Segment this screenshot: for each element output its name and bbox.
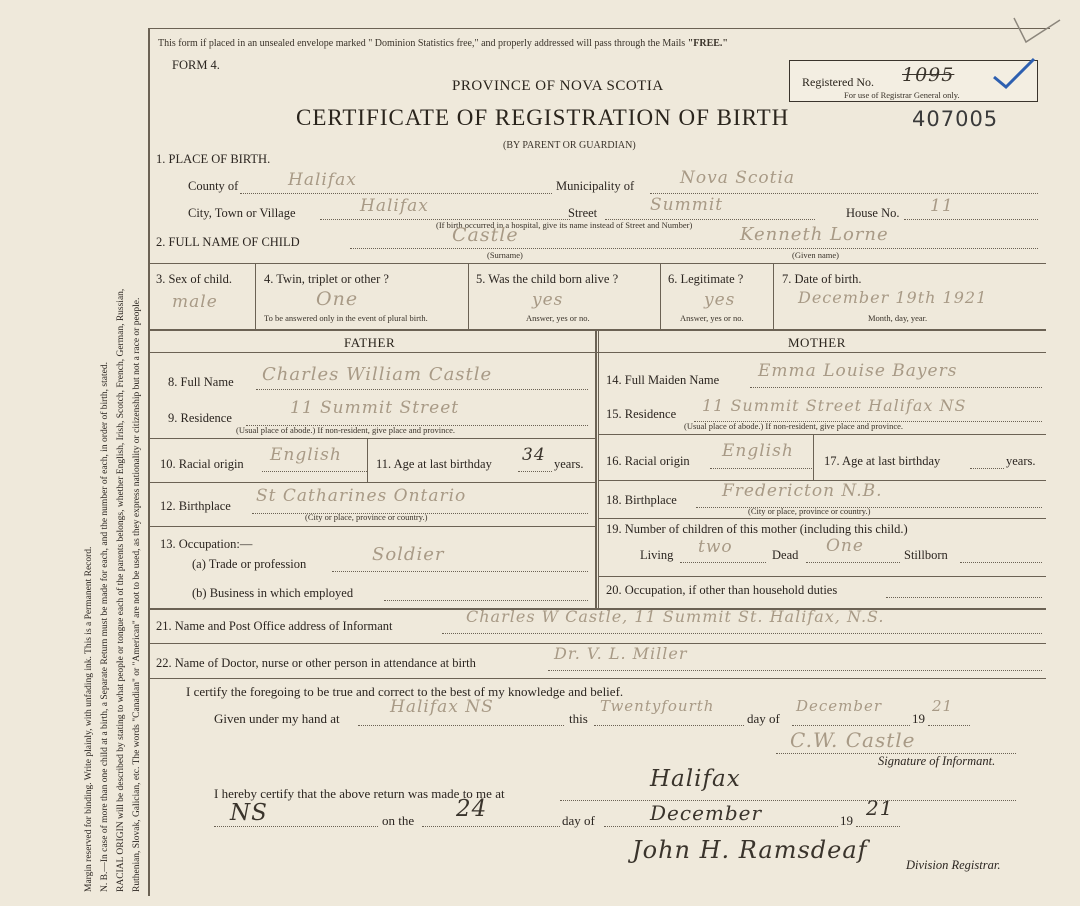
father-racial-value: English [270,445,342,465]
mother-name-value: Emma Louise Bayers [758,361,958,381]
margin-note-multiple-births: N. B.—In case of more than one child at a birth, a Separate Return must be made for each, and the number of each, in order of birth, stated. [100,362,110,892]
city-value: Halifax [360,196,429,216]
form-number: FORM 4. [172,58,220,72]
father-name-label: 8. Full Name [168,375,234,389]
certification-year-prefix: 19 [912,711,925,726]
row3-top-border [148,263,1046,264]
twin-value: One [316,288,359,310]
date-of-birth-value: December 19th 1921 [798,288,988,307]
street-value: Summit [650,195,724,215]
check-mark-icon [990,57,1036,97]
father-occupation-label: 13. Occupation:— [160,537,253,551]
dead-value: One [826,536,864,556]
father-residence-value: 11 Summit Street [290,398,460,418]
municipality-label: Municipality of [556,179,635,193]
this-label: this [569,711,588,726]
father-age-value: 34 [522,445,546,465]
certification-statement: I certify the foregoing to be true and correct to the best of my knowledge and belief. [186,684,624,699]
twin-note: To be answered only in the event of plural birth. [264,313,428,323]
given-at-value: Halifax NS [390,697,494,717]
mother-racial-label: 16. Racial origin [606,454,690,468]
house-number-value: 11 [930,196,954,216]
registrar-note: For use of Registrar General only. [844,90,960,100]
registrar-initials-value: NS [230,800,268,826]
mother-years-label: years. [1006,454,1036,468]
father-residence-label: 9. Residence [168,411,232,425]
twin-label: 4. Twin, triplet or other ? [264,272,389,286]
father-name-value: Charles William Castle [262,364,493,385]
given-at-label: Given under my hand at [214,711,340,726]
on-the-label: on the [382,813,415,828]
living-label: Living [640,548,674,562]
legitimate-value: yes [704,290,736,310]
father-trade-label: (a) Trade or profession [192,557,307,571]
registrar-statement: I hereby certify that the above return was made to me at [214,786,505,801]
informant-signature-label: Signature of Informant. [878,754,996,768]
registrar-year-prefix: 19 [840,813,853,828]
municipality-value: Nova Scotia [680,168,796,188]
stillborn-label: Stillborn [904,548,948,562]
margin-note-binding: Margin reserved for binding. Write plainly, with unfading ink. This is a Permanent Record. [84,546,94,892]
top-frame-line [148,28,1050,29]
certification-month-value: December [796,697,883,715]
date-of-birth-note: Month, day, year. [868,313,928,323]
mother-age-label: 17. Age at last birthday [824,454,941,468]
legitimate-note: Answer, yes or no. [680,313,744,323]
alive-label: 5. Was the child born alive ? [476,272,619,286]
house-number-label: House No. [846,206,900,220]
certificate-subtitle: (BY PARENT OR GUARDIAN) [503,140,636,151]
alive-value: yes [532,290,564,310]
father-age-label: 11. Age at last birthday [376,457,492,471]
pencil-check-mark-icon [1010,14,1062,48]
registrar-place-value: Halifax [650,766,741,792]
father-birthplace-value: St Catharines Ontario [256,486,467,506]
legitimate-label: 6. Legitimate ? [668,272,744,286]
mother-heading: MOTHER [788,335,846,350]
registered-value: 1095 [902,64,955,86]
province-heading: PROVINCE OF NOVA SCOTIA [452,78,664,94]
registered-label: Registered No. [802,75,874,89]
mother-occupation-label: 20. Occupation, if other than household duties [606,583,838,597]
father-trade-value: Soldier [372,544,445,565]
father-birthplace-note: (City or place, province or country.) [305,512,428,522]
certification-day-value: Twentyfourth [600,697,715,715]
mother-racial-value: English [722,441,794,461]
center-divider [595,329,597,609]
date-of-birth-label: 7. Date of birth. [782,272,862,286]
mother-birthplace-note: (City or place, province or country.) [748,506,871,516]
mother-residence-value: 11 Summit Street Halifax NS [702,396,967,415]
informant-value: Charles W Castle, 11 Summit St. Halifax, N.S. [466,607,885,626]
certification-year-value: 21 [932,697,954,715]
dead-label: Dead [772,548,799,562]
mother-name-label: 14. Full Maiden Name [606,373,720,387]
registrar-signature: John H. Ramsdeaf [632,836,868,864]
father-business-label: (b) Business in which employed [192,586,354,600]
doctor-value: Dr. V. L. Miller [554,644,688,663]
city-label: City, Town or Village [188,206,296,220]
mother-birthplace-value: Fredericton N.B. [722,481,883,501]
registrar-year-value: 21 [866,796,894,820]
margin-note-racial-origin: RACIAL ORIGIN will be described by stating to what people or tongue each of the parents belongs, whether English, Irish, Scotch, French, German, Russian, [116,288,126,892]
father-racial-label: 10. Racial origin [160,457,244,471]
registrar-month-value: December [650,801,763,825]
registrar-day-of-label: day of [562,813,595,828]
mother-residence-label: 15. Residence [606,407,677,421]
father-birthplace-label: 12. Birthplace [160,499,231,513]
doctor-label: 22. Name of Doctor, nurse or other person in attendance at birth [156,656,476,670]
alive-note: Answer, yes or no. [526,313,590,323]
given-name-caption: (Given name) [792,250,839,260]
mother-residence-note: (Usual place of abode.) If non-resident, give place and province. [684,421,904,431]
living-value: two [698,537,733,557]
registrar-signature-label: Division Registrar. [906,858,1001,872]
registrar-day-value: 24 [456,796,488,822]
sex-label: 3. Sex of child. [156,272,233,286]
certificate-title: CERTIFICATE OF REGISTRATION OF BIRTH [296,105,790,130]
stamp-number: 407005 [912,107,999,131]
child-surname-value: Castle [452,224,519,246]
mother-children-label: 19. Number of children of this mother (including this child.) [606,522,908,536]
county-value: Halifax [288,170,357,190]
margin-note-racial-origin-cont: Ruthenian, Slovak, Galician, etc. The words "Canadian" or "American" are not to be used, as they express nationality or citizenship but not a race or people. [132,297,142,892]
county-label: County of [188,179,239,193]
hospital-note: (If birth occurred in a hospital, give its name instead of Street and Number) [436,220,693,230]
father-heading: FATHER [344,335,396,350]
sex-value: male [172,292,218,312]
street-label: Street [568,206,598,220]
place-of-birth-label: 1. PLACE OF BIRTH. [156,152,271,166]
informant-label: 21. Name and Post Office address of Informant [156,619,393,633]
child-name-label: 2. FULL NAME OF CHILD [156,235,300,249]
father-residence-note: (Usual place of abode.) If non-resident, give place and province. [236,425,456,435]
left-frame-line [148,28,150,896]
surname-caption: (Surname) [487,250,523,260]
child-given-name-value: Kenneth Lorne [740,224,889,245]
registered-number-box [789,60,1038,102]
informant-signature: C.W. Castle [790,728,916,752]
row3-bottom-border [148,329,1046,331]
day-of-label: day of [747,711,780,726]
mother-birthplace-label: 18. Birthplace [606,493,677,507]
father-years-label: years. [554,457,584,471]
mail-notice: This form if placed in an unsealed envelope marked " Dominion Statistics free," and properly addressed will pass through the Mails "FREE." [158,38,728,49]
